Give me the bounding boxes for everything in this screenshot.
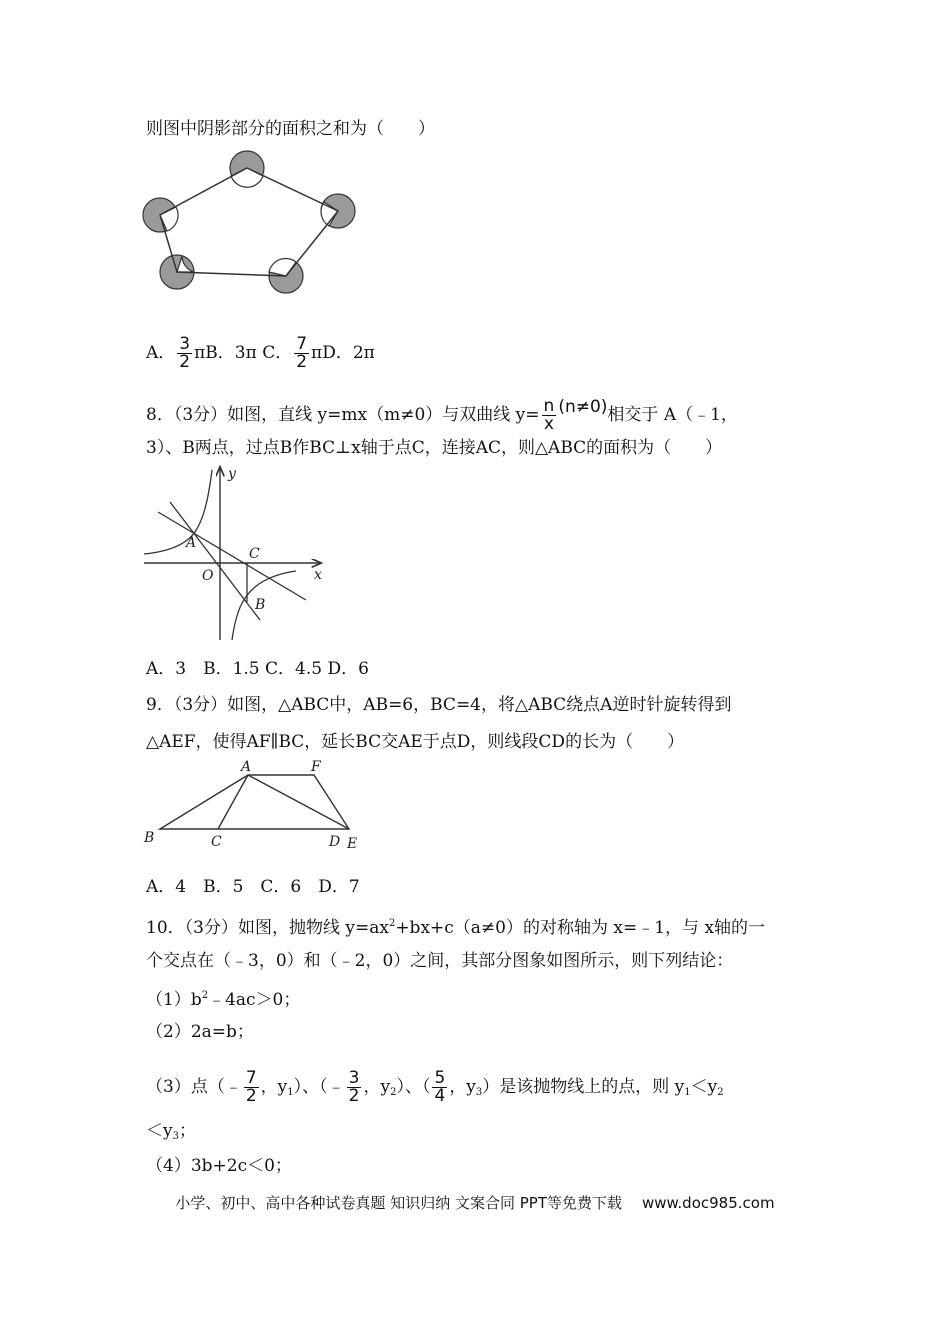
q8-text-b: 相交于 A（﹣1， bbox=[607, 405, 738, 425]
q7-option-d: D．2π bbox=[322, 343, 375, 363]
q8-options: A．3 B．1.5 C．4.5 D．6 bbox=[146, 659, 369, 679]
q10-text-b: +bx+c（a≠0）的对称轴为 x=﹣1，与 x轴的一 bbox=[395, 918, 766, 938]
footer bbox=[0, 1192, 950, 1213]
label-d: D bbox=[329, 834, 341, 850]
footer-link[interactable]: www.doc985.com bbox=[641, 1194, 775, 1212]
q8-fraction: $\frac{n}{x}$ bbox=[543, 396, 555, 434]
q10-line-2: 个交点在（﹣3，0）和（﹣2，0）之间，其部分图象如图所示，则下列结论： bbox=[146, 951, 734, 971]
line-ac bbox=[158, 512, 306, 600]
q7-option-b: B．3π bbox=[205, 343, 257, 363]
label-o: O bbox=[202, 568, 214, 584]
q8-text-a: 8．（3分）如图，直线 y=mx（m≠0）与双曲线 y= bbox=[146, 405, 540, 425]
q10-line-1 bbox=[146, 913, 765, 939]
label-b: B bbox=[144, 830, 155, 846]
q8-line-2: 3）、B两点，过点B作BC⊥x轴于点C，连接AC，则△ABC的面积为（ ） bbox=[146, 438, 723, 458]
q9-options: A．4 B．5 C．6 D．7 bbox=[146, 877, 360, 897]
label-x: x bbox=[314, 567, 322, 583]
segment-ae bbox=[248, 775, 349, 829]
label-a: A bbox=[241, 759, 252, 775]
label-e: E bbox=[347, 836, 358, 852]
q9-line-2: △AEF，使得AF∥BC，延长BC交AE于点D，则线段CD的长为（ ） bbox=[146, 732, 685, 752]
q10-conclusion-3: （3）点（﹣ $\frac{7}{2}$ ，$y_1$）、（﹣ $\frac{3}{2}$ ，$y_2$）、（ $\frac{5}{4}$ ，$y_3$）是该抛物线上的点，则 $y_1<y_2$ bbox=[146, 1068, 724, 1106]
q9-figure bbox=[140, 757, 380, 857]
q8-figure bbox=[140, 462, 340, 642]
line-y-mx bbox=[170, 502, 260, 620]
label-a: A bbox=[186, 535, 197, 551]
q8-line-1 bbox=[146, 396, 738, 433]
segment-ac bbox=[218, 775, 248, 829]
q7-option-c-fraction: $\frac{7}{2}$ bbox=[296, 334, 308, 372]
q10-superscript: 2 bbox=[388, 918, 396, 929]
pentagon-figure bbox=[140, 148, 362, 298]
q9-line-1: 9．（3分）如图，△ABC中，AB=6，BC=4，将△ABC绕点A逆时针旋转得到 bbox=[146, 695, 732, 715]
q10-fraction-3: $\frac{5}{4}$ bbox=[434, 1068, 446, 1106]
q10-fraction-2: $\frac{3}{2}$ bbox=[348, 1068, 360, 1106]
q10-conclusion-1: $(1)b^2﹣4ac>0$； bbox=[146, 990, 301, 1010]
intro-text: 则图中阴影部分的面积之和为（ ） bbox=[146, 119, 435, 139]
label-y: y bbox=[228, 466, 236, 482]
footer-text: 小学、初中、高中各种试卷真题 知识归纳 文案合同 PPT等免费下载 bbox=[175, 1194, 622, 1212]
q10-conclusion-4: （4）3b+2c＜0； bbox=[146, 1156, 292, 1176]
label-c: C bbox=[249, 546, 260, 562]
label-f: F bbox=[311, 759, 321, 775]
label-c: C bbox=[211, 834, 222, 850]
pi-symbol: π bbox=[311, 343, 323, 363]
q7-options bbox=[146, 336, 375, 371]
q10-fraction-1: $\frac{7}{2}$ bbox=[245, 1068, 257, 1106]
q7-option-a-fraction: $\frac{3}{2}$ bbox=[179, 334, 191, 372]
label-b: B bbox=[255, 597, 266, 613]
q7-option-a-prefix: A． bbox=[146, 343, 176, 363]
q10-conclusion-2: （2）2a=b； bbox=[146, 1022, 254, 1042]
q10-text-a: 10．（3分）如图，抛物线 y=ax bbox=[146, 918, 389, 938]
q10-conclusion-3-cont: $<y_3$； bbox=[146, 1121, 196, 1142]
pi-symbol: π bbox=[194, 343, 206, 363]
triangle-bde-outline bbox=[160, 775, 349, 829]
q7-option-c-prefix: C． bbox=[262, 343, 293, 363]
q8-condition: (n≠0) bbox=[558, 397, 608, 417]
